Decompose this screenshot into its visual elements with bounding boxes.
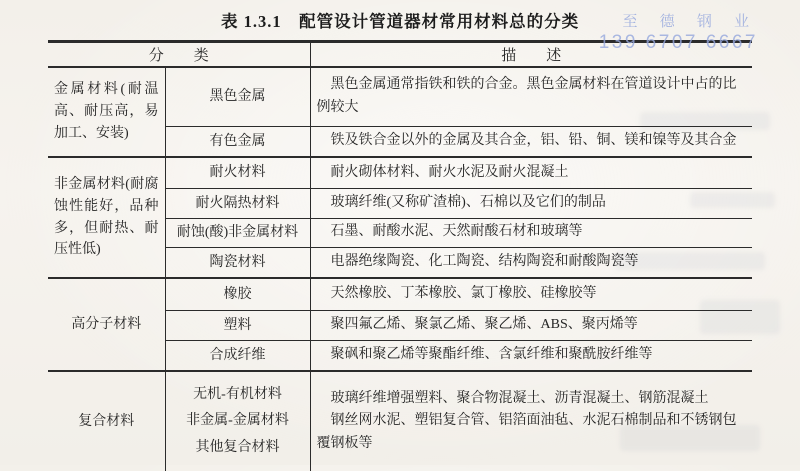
subcategory-cell: 塑料	[165, 310, 310, 340]
description-cell	[310, 188, 752, 218]
subcategory-line: 其他复合材料	[195, 439, 280, 455]
header-category: 分 类	[48, 42, 310, 68]
description-cell	[310, 371, 752, 471]
table-title: 表 1.3.1 配管设计管道器材常用材料总的分类	[220, 12, 580, 31]
category-cell: 金属材料(耐温高、耐压高，易加工、安装)	[48, 67, 165, 157]
header-description: 描 述	[310, 42, 752, 68]
description-text: 钢丝网水泥、塑铝复合管、铝箔面油毡、水泥石棉制品和不锈钢包覆钢板等	[316, 413, 737, 451]
description-cell	[310, 310, 752, 340]
description-text: 铁及铁合金以外的金属及其合金，铝、铅、铜、镁和镍等及其合金	[330, 133, 737, 149]
watermark-phone: 139 6707 6667	[598, 32, 758, 53]
description-text: 玻璃纤维(又称矿渣棉)、石棉以及它们的制品	[330, 194, 606, 210]
watermark	[599, 10, 758, 54]
watermark-company: 至 德 钢 业	[622, 13, 758, 30]
description-cell	[310, 157, 752, 188]
subcategory-cell: 黑色金属	[165, 67, 310, 126]
subcategory-cell	[165, 371, 310, 471]
description-text: 石墨、耐酸水泥、天然耐酸石材和玻璃等	[330, 224, 583, 240]
description-text: 电器绝缘陶瓷、化工陶瓷、结构陶瓷和耐酸陶瓷等	[330, 254, 639, 270]
description-cell	[310, 278, 752, 310]
category-cell: 非金属材料(耐腐蚀性能好，品种多，但耐热、耐压性低)	[48, 157, 165, 278]
table-row	[48, 157, 752, 188]
table-row	[48, 278, 752, 310]
materials-table	[48, 40, 752, 471]
description-cell	[310, 218, 752, 247]
category-cell: 高分子材料	[48, 278, 165, 371]
description-text: 天然橡胶、丁苯橡胶、氯丁橡胶、硅橡胶等	[330, 286, 597, 302]
description-cell	[310, 340, 752, 371]
subcategory-cell: 耐火隔热材料	[165, 188, 310, 218]
description-text: 聚四氟乙烯、聚氯乙烯、聚乙烯、ABS、聚丙烯等	[330, 316, 638, 332]
category-cell: 复合材料	[78, 413, 135, 429]
subcategory-cell: 有色金属	[165, 126, 310, 157]
subcategory-cell: 合成纤维	[165, 340, 310, 371]
subcategory-cell: 耐火材料	[165, 157, 310, 188]
subcategory-line: 无机-有机材料	[193, 386, 282, 402]
table-row	[48, 371, 752, 471]
description-text: 玻璃纤维增强塑料、聚合物混凝土、沥青混凝土、钢筋混凝土	[330, 390, 709, 406]
description-cell	[310, 126, 752, 157]
table-row	[48, 67, 752, 126]
description-cell	[310, 247, 752, 278]
description-text: 黑色金属通常指铁和铁的合金。黑色金属材料在管道设计中占的比例较大	[316, 77, 737, 115]
subcategory-line: 非金属-金属材料	[186, 413, 289, 429]
description-text: 耐火砌体材料、耐火水泥及耐火混凝土	[330, 164, 569, 180]
subcategory-cell: 耐蚀(酸)非金属材料	[165, 218, 310, 247]
subcategory-cell: 橡胶	[165, 278, 310, 310]
description-text: 聚砜和聚乙烯等聚酯纤维、含氯纤维和聚酰胺纤维等	[330, 347, 653, 363]
description-cell	[310, 67, 752, 126]
subcategory-cell: 陶瓷材料	[165, 247, 310, 278]
